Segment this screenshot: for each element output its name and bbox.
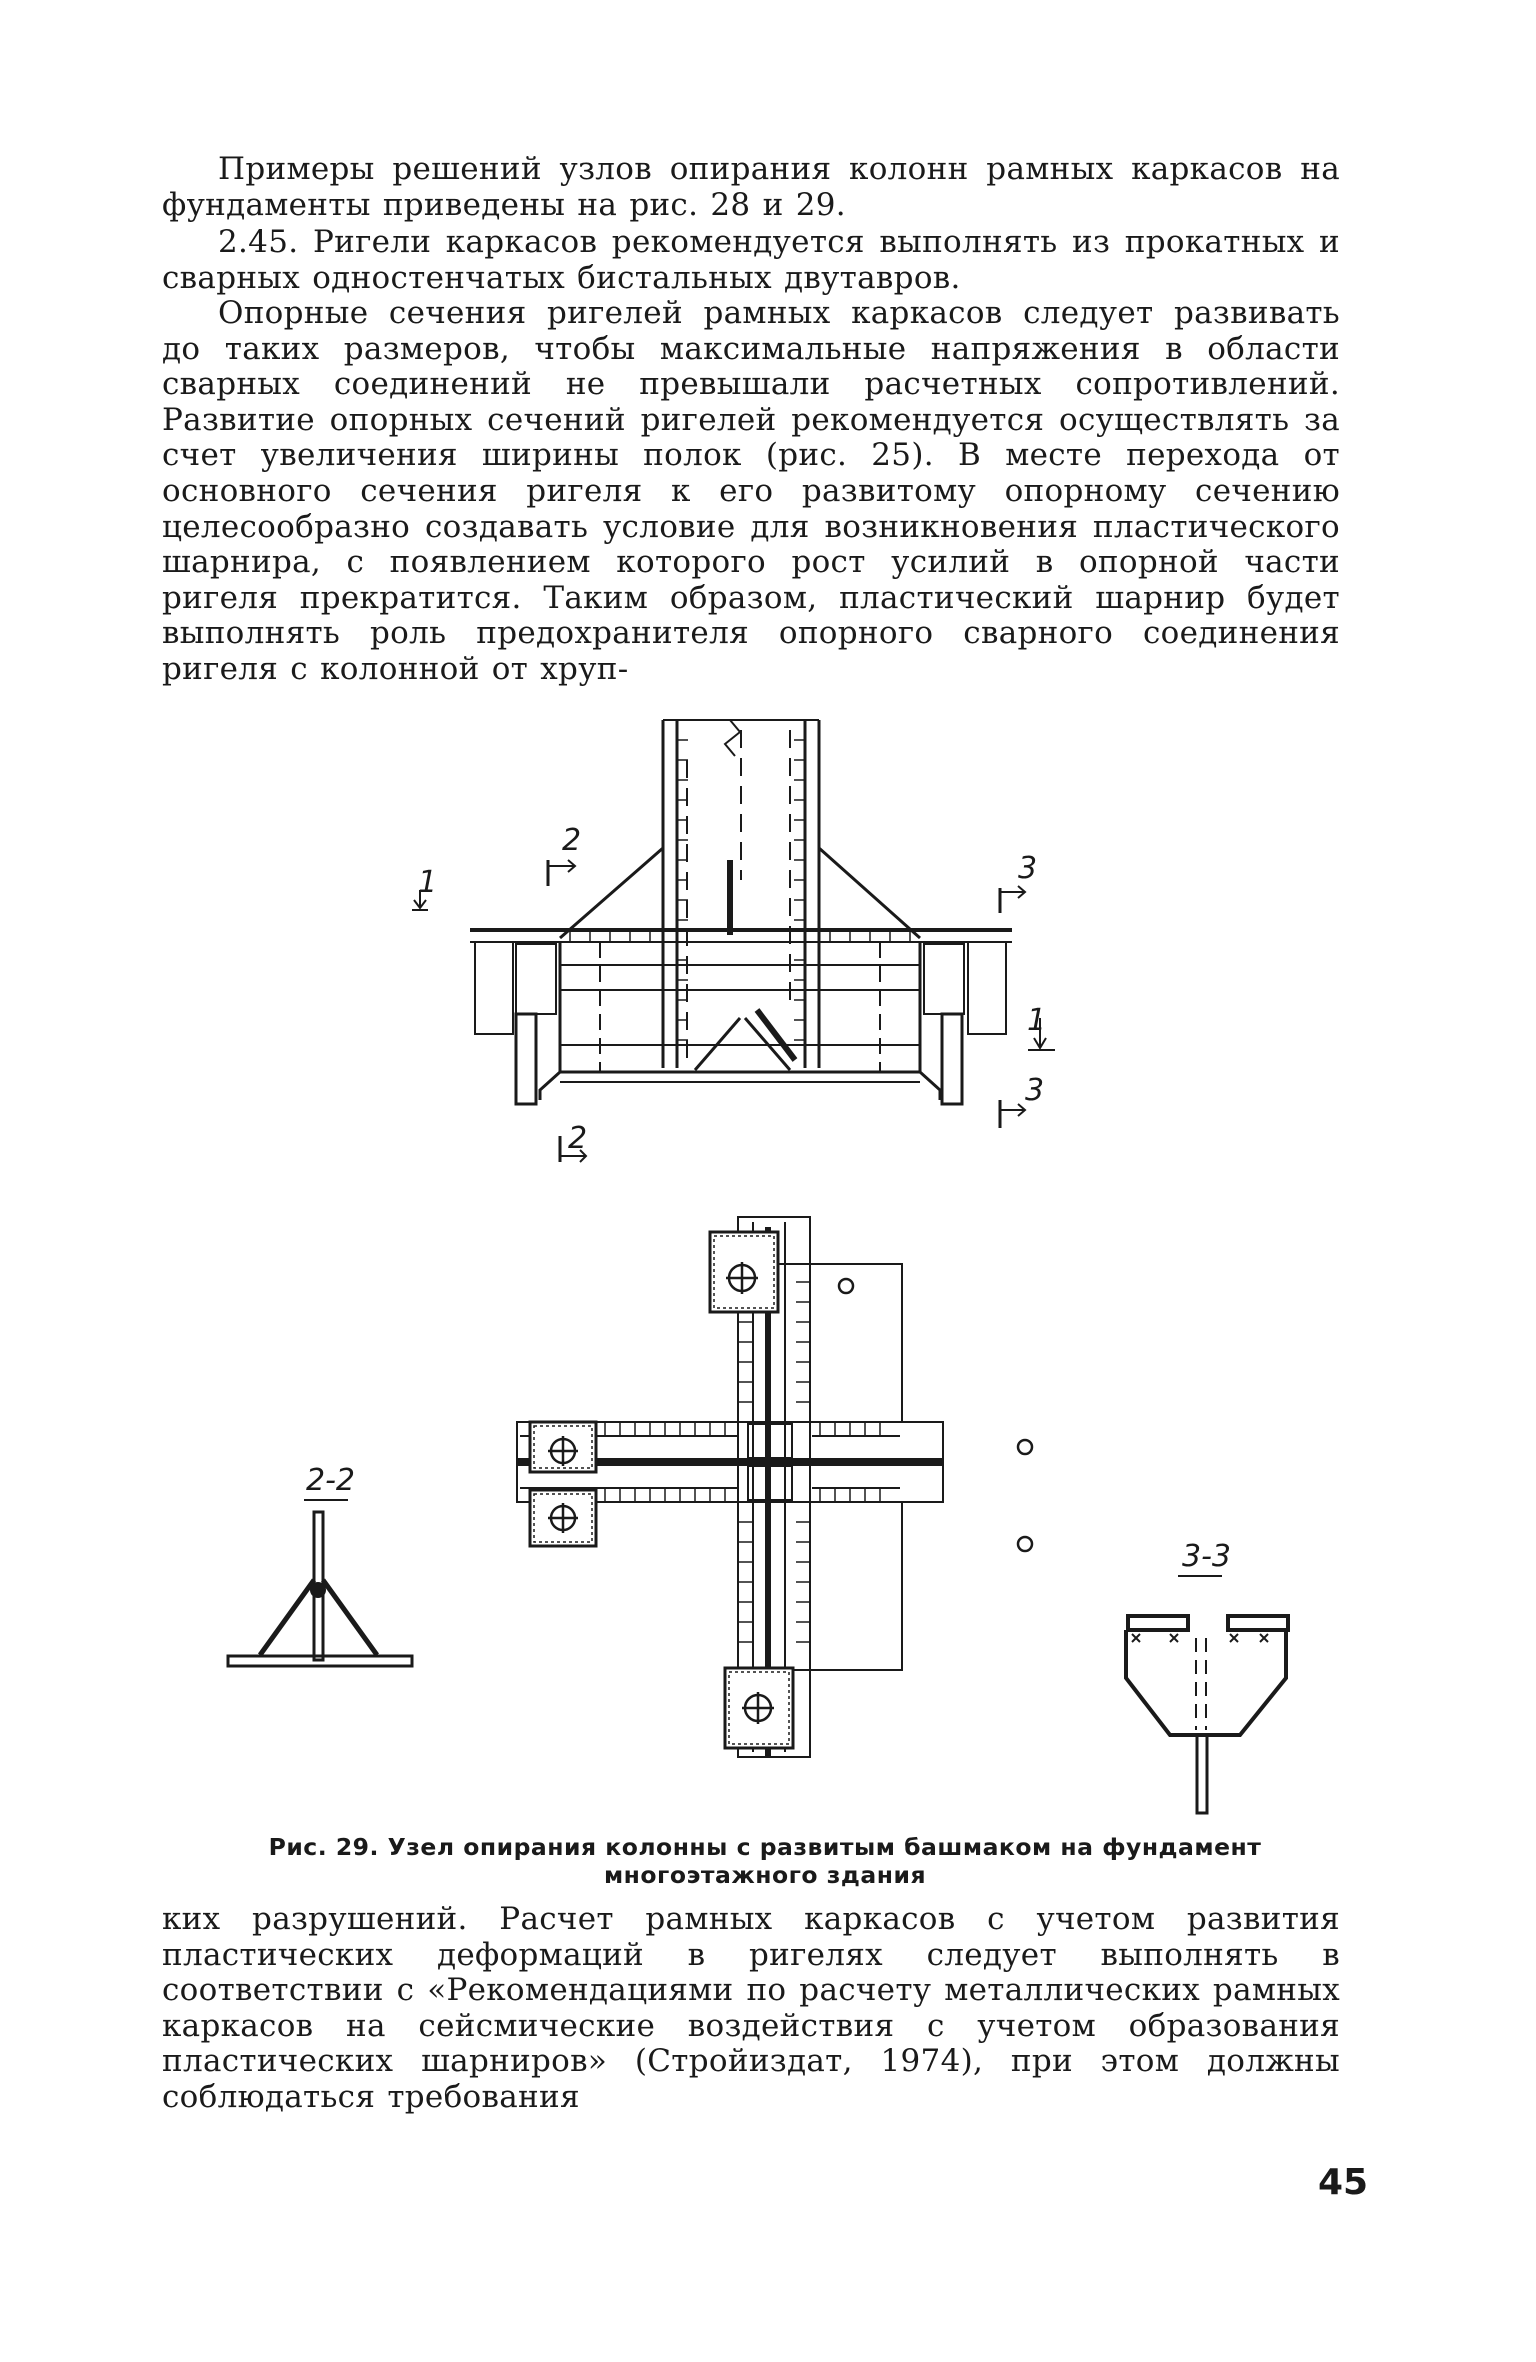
figure-section-3-3 bbox=[1110, 1530, 1300, 1820]
figure-elevation-view bbox=[400, 700, 1100, 1160]
section-1-left-label: 1 bbox=[418, 865, 438, 900]
paragraph-continuation: ких разрушений. Расчет рамных каркасов с учетом развития пластических деформаций в ригелях следует выполнять в соответствии с «Рекомендациями по расчету металлических рамных каркасов на сейсмические воздействия с учетом образования пластических шарниров» (Стройиздат, 1974), при этом должны соблюдаться требования bbox=[162, 1901, 1340, 2115]
paragraph-2-45: 2.45. Ригели каркасов рекомендуется выполнять из прокатных и сварных одностенчатых бистальных двутавров. bbox=[162, 224, 1340, 296]
paragraph-column-bases: Примеры решений узлов опирания колонн рамных каркасов на фундаменты приведены на рис. 28 и 29. bbox=[162, 151, 1340, 223]
figure-plan-view bbox=[520, 1222, 1040, 1782]
section-2-top-label: 2 bbox=[562, 823, 582, 858]
page-number: 45 bbox=[1318, 2162, 1369, 2203]
section-3-bottom-label: 3 bbox=[1025, 1073, 1045, 1108]
view-3-3-label: 3-3 bbox=[1182, 1539, 1231, 1574]
section-1-right-label: 1 bbox=[1027, 1003, 1047, 1038]
section-3-top-label: 3 bbox=[1018, 851, 1038, 886]
figure-section-2-2 bbox=[220, 1460, 440, 1680]
view-2-2-label: 2-2 bbox=[306, 1463, 355, 1498]
figure-caption: Рис. 29. Узел опирания колонны с развитым башмаком на фундамент многоэтажного здания bbox=[268, 1833, 1262, 1889]
section-2-bottom-label: 2 bbox=[568, 1121, 588, 1156]
paragraph-support-sections: Опорные сечения ригелей рамных каркасов следует развивать до таких размеров, чтобы максимальные напряжения в области сварных соединений не превышали расчетных сопротивлений. Развитие опорных сечений ригелей рекомендуется осуществлять за счет увеличения ширины полок (рис. 25). В месте перехода от основного сечения ригеля к его развитому опорному сечению целесообразно создавать условие для возникновения пластического шарнира, с появлением которого рост усилий в опорной части ригеля прекратится. Таким образом, пластический шарнир будет выполнять роль предохранителя опорного сварного соединения ригеля с колонной от хруп- bbox=[162, 295, 1340, 687]
